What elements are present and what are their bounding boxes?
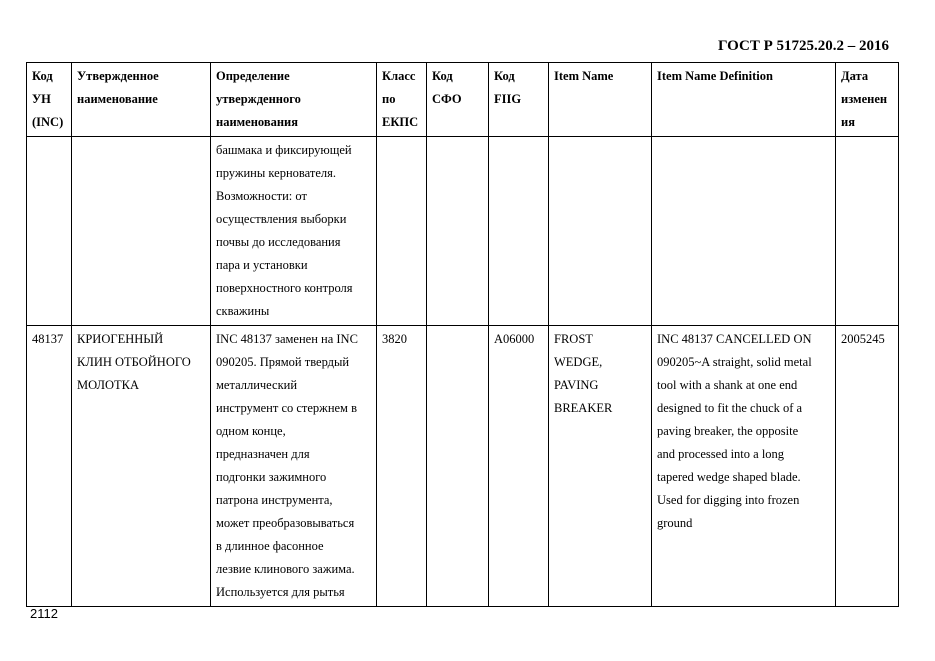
text-line: по: [382, 92, 396, 106]
text-line: tool with a shank at one end: [657, 378, 798, 392]
text-line: почвы до исследования: [216, 235, 341, 249]
text-line: WEDGE,: [554, 355, 603, 369]
page-number: 2112: [30, 606, 58, 621]
text-line: осуществления выборки: [216, 212, 347, 226]
header-ekps-class: [377, 63, 427, 137]
text-line: Код: [432, 69, 453, 83]
text-line: designed to fit the chuck of a: [657, 401, 803, 415]
text-line: ия: [841, 115, 855, 129]
cell-definition-continued: [211, 137, 377, 326]
cell-definition: [211, 326, 377, 607]
header-definition: [211, 63, 377, 137]
table-row: [27, 326, 899, 607]
cell-inc: 48137: [27, 326, 72, 607]
text-line: 090205~A straight, solid metal: [657, 355, 812, 369]
text-line: FIIG: [494, 92, 522, 106]
text-line: Класс: [382, 69, 416, 83]
text-line: инструмент со стержнем в: [216, 401, 357, 415]
text-line: изменен: [841, 92, 888, 106]
cell-class-empty: [377, 137, 427, 326]
text-line: пружины кернователя.: [216, 166, 336, 180]
cell-item-name: [549, 326, 652, 607]
table-row-continuation: [27, 137, 899, 326]
text-line: ЕКПС: [382, 115, 419, 129]
text-line: Используется для рытья: [216, 585, 345, 599]
text-line: скважины: [216, 304, 270, 318]
header-inc: [27, 63, 72, 137]
text-line: КРИОГЕННЫЙ: [77, 332, 164, 346]
header-approved-name: [72, 63, 211, 137]
text-line: Item Name Definition: [657, 69, 773, 83]
text-line: paving breaker, the opposite: [657, 424, 799, 438]
text-line: INC 48137 CANCELLED ON: [657, 332, 812, 346]
cell-fiig-empty: [489, 137, 549, 326]
text-line: Код: [494, 69, 515, 83]
cell-approved-name: [72, 326, 211, 607]
text-line: Код: [32, 69, 53, 83]
text-line: ground: [657, 516, 693, 530]
text-line: патрона инструмента,: [216, 493, 333, 507]
text-line: КЛИН ОТБОЙНОГО: [77, 355, 191, 369]
text-line: Возможности: от: [216, 189, 307, 203]
text-line: Утвержденное: [77, 69, 159, 83]
header-fiig-code: [489, 63, 549, 137]
text-line: лезвие клинового зажима.: [216, 562, 355, 576]
text-line: предназначен для: [216, 447, 310, 461]
text-line: СФО: [432, 92, 462, 106]
text-line: башмака и фиксирующей: [216, 143, 352, 157]
header-sfo-code: [427, 63, 489, 137]
header-item-name: [549, 63, 652, 137]
text-line: наименование: [77, 92, 158, 106]
text-line: металлический: [216, 378, 298, 392]
cell-sfo-empty: [427, 137, 489, 326]
cell-item-def-empty: [652, 137, 836, 326]
text-line: 090205. Прямой твердый: [216, 355, 350, 369]
text-line: одном конце,: [216, 424, 286, 438]
item-name-table: [26, 62, 899, 607]
text-line: МОЛОТКА: [77, 378, 140, 392]
header-item-name-definition: [652, 63, 836, 137]
text-line: пара и установки: [216, 258, 308, 272]
cell-sfo-code: [427, 326, 489, 607]
text-line: (INC): [32, 115, 64, 129]
cell-name-empty: [72, 137, 211, 326]
text-line: подгонки зажимного: [216, 470, 327, 484]
table-header-row: [27, 63, 899, 137]
cell-item-name-definition: [652, 326, 836, 607]
text-line: PAVING: [554, 378, 599, 392]
cell-inc-empty: [27, 137, 72, 326]
text-line: FROST: [554, 332, 593, 346]
text-line: INC 48137 заменен на INC: [216, 332, 358, 346]
text-line: может преобразовываться: [216, 516, 355, 530]
text-line: поверхностного контроля: [216, 281, 353, 295]
cell-date-empty: [836, 137, 899, 326]
cell-fiig-code: A06000: [489, 326, 549, 607]
text-line: and processed into a long: [657, 447, 785, 461]
text-line: Used for digging into frozen: [657, 493, 800, 507]
text-line: наименования: [216, 115, 299, 129]
header-change-date: [836, 63, 899, 137]
text-line: Item Name: [554, 69, 614, 83]
text-line: BREAKER: [554, 401, 613, 415]
text-line: Определение: [216, 69, 290, 83]
text-line: УН: [32, 92, 51, 106]
text-line: tapered wedge shaped blade.: [657, 470, 801, 484]
text-line: утвержденного: [216, 92, 301, 106]
text-line: в длинное фасонное: [216, 539, 324, 553]
cell-change-date: 2005245: [836, 326, 899, 607]
cell-item-name-empty: [549, 137, 652, 326]
cell-ekps-class: 3820: [377, 326, 427, 607]
document-title: ГОСТ Р 51725.20.2 – 2016: [717, 38, 889, 54]
text-line: Дата: [841, 69, 869, 83]
